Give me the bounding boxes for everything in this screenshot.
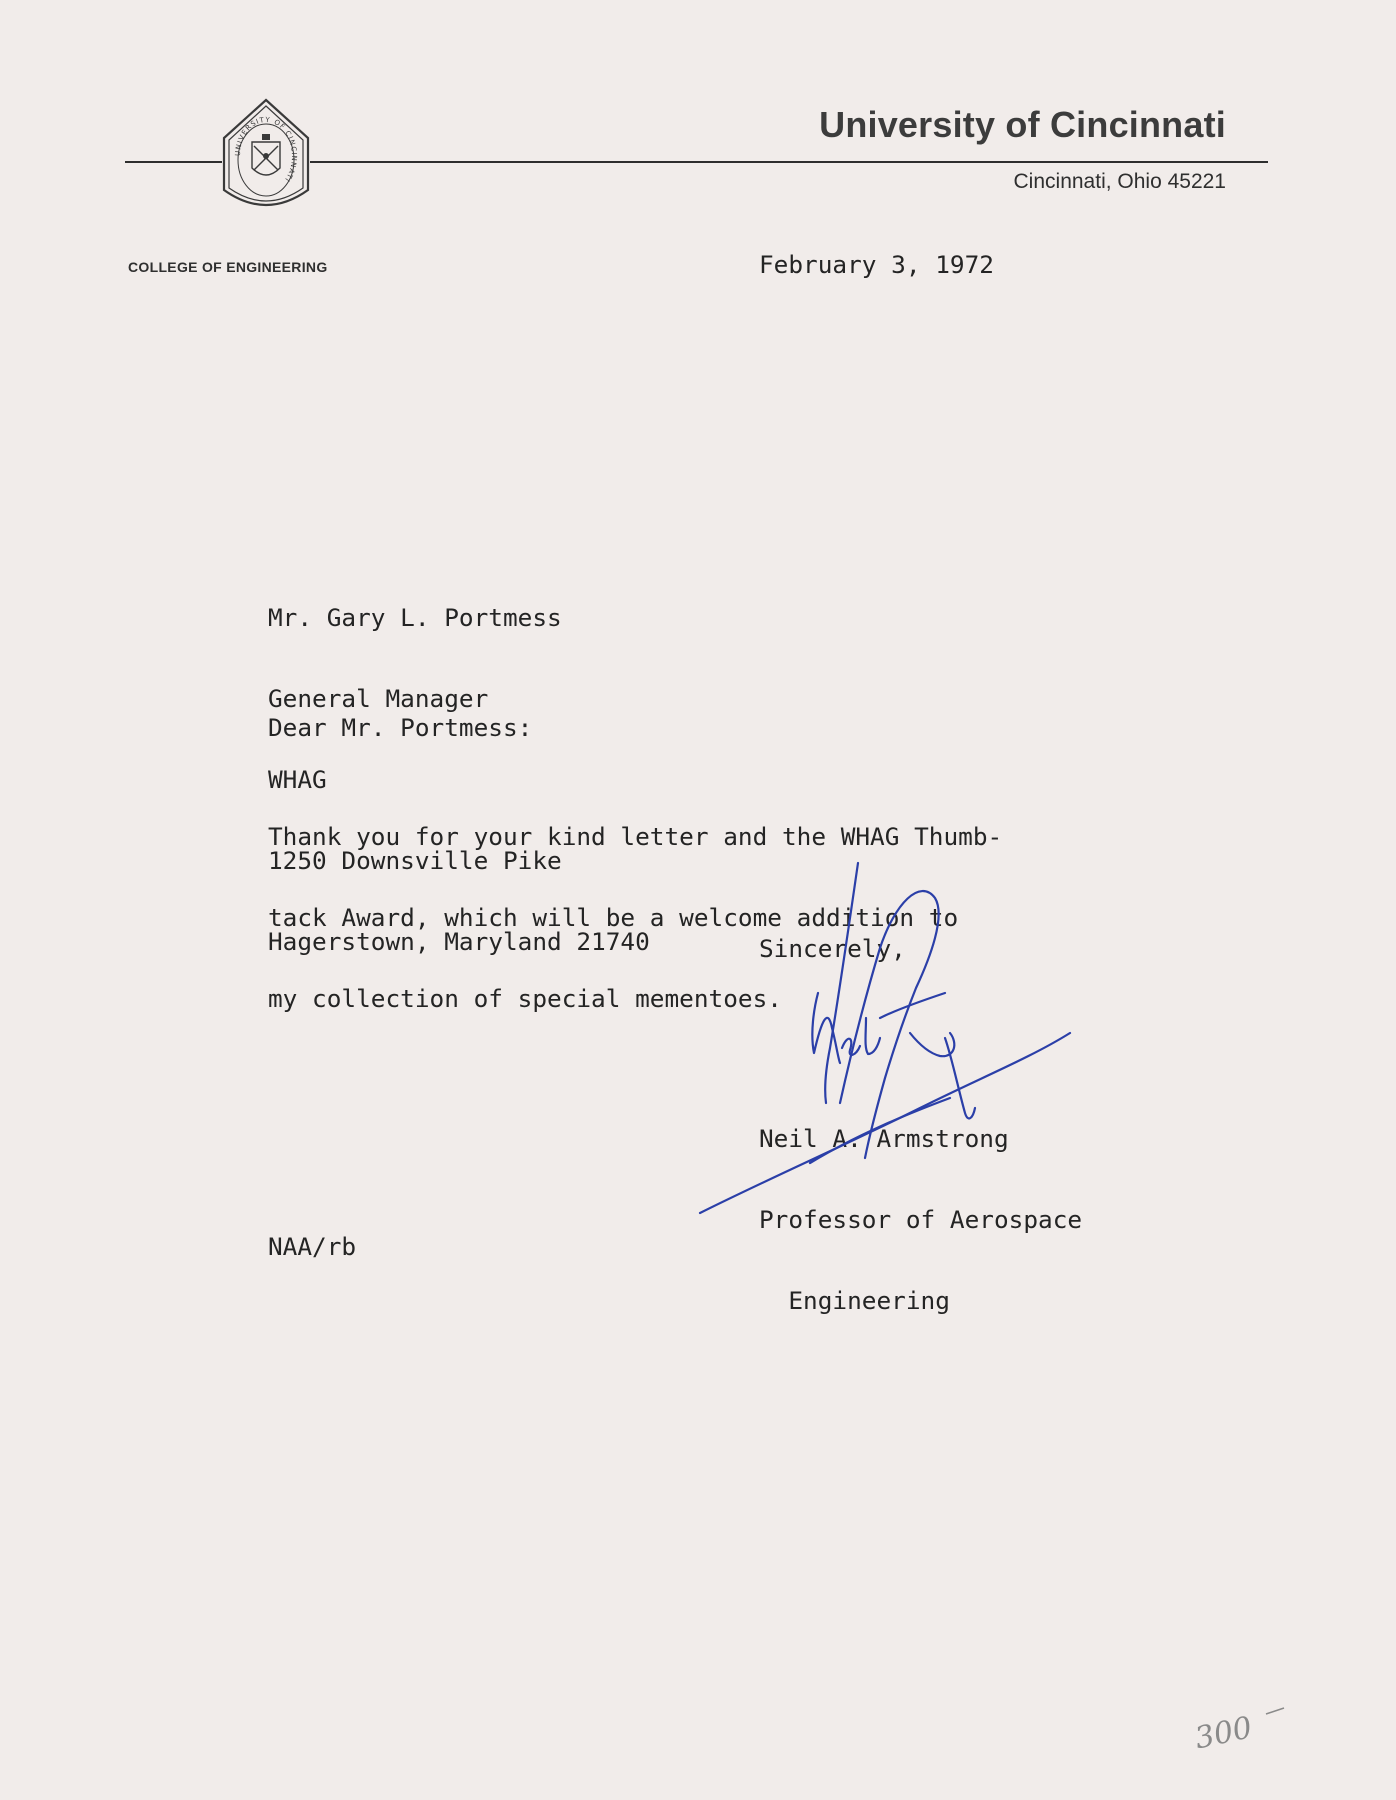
price-note-text: 300 (1191, 1710, 1256, 1757)
salutation: Dear Mr. Portmess: (268, 713, 533, 742)
closing: Sincerely, (759, 934, 906, 963)
letterhead-rule-left (125, 161, 222, 163)
body-line: tack Award, which will be a welcome addition to (268, 903, 959, 932)
pencil-price-note (1188, 1698, 1308, 1758)
recipient-line: General Manager (268, 684, 489, 713)
handwritten-signature (690, 858, 1090, 1228)
university-seal-icon (218, 98, 314, 220)
signer-title-cont: Engineering (759, 1286, 950, 1315)
seal-text: UNIVERSITY OF CINCINNATI (233, 115, 299, 184)
university-address: Cincinnati, Ohio 45221 (1013, 170, 1226, 193)
university-name: University of Cincinnati (819, 104, 1226, 145)
recipient-line: WHAG (268, 765, 327, 794)
body-line: my collection of special mementoes. (268, 984, 782, 1013)
college-name: COLLEGE OF ENGINEERING (128, 259, 328, 275)
letter-date: February 3, 1972 (759, 250, 994, 279)
signer-title: Professor of Aerospace (759, 1205, 1083, 1234)
reference-initials: NAA/rb (268, 1232, 357, 1261)
letterhead-rule-right (310, 161, 1268, 163)
body-line: Thank you for your kind letter and the WHAG Thumb- (268, 822, 1003, 851)
recipient-line: 1250 Downsville Pike (268, 846, 562, 875)
recipient-line: Mr. Gary L. Portmess (268, 603, 562, 632)
recipient-line: Hagerstown, Maryland 21740 (268, 927, 650, 956)
signer-name: Neil A. Armstrong (759, 1124, 1009, 1153)
